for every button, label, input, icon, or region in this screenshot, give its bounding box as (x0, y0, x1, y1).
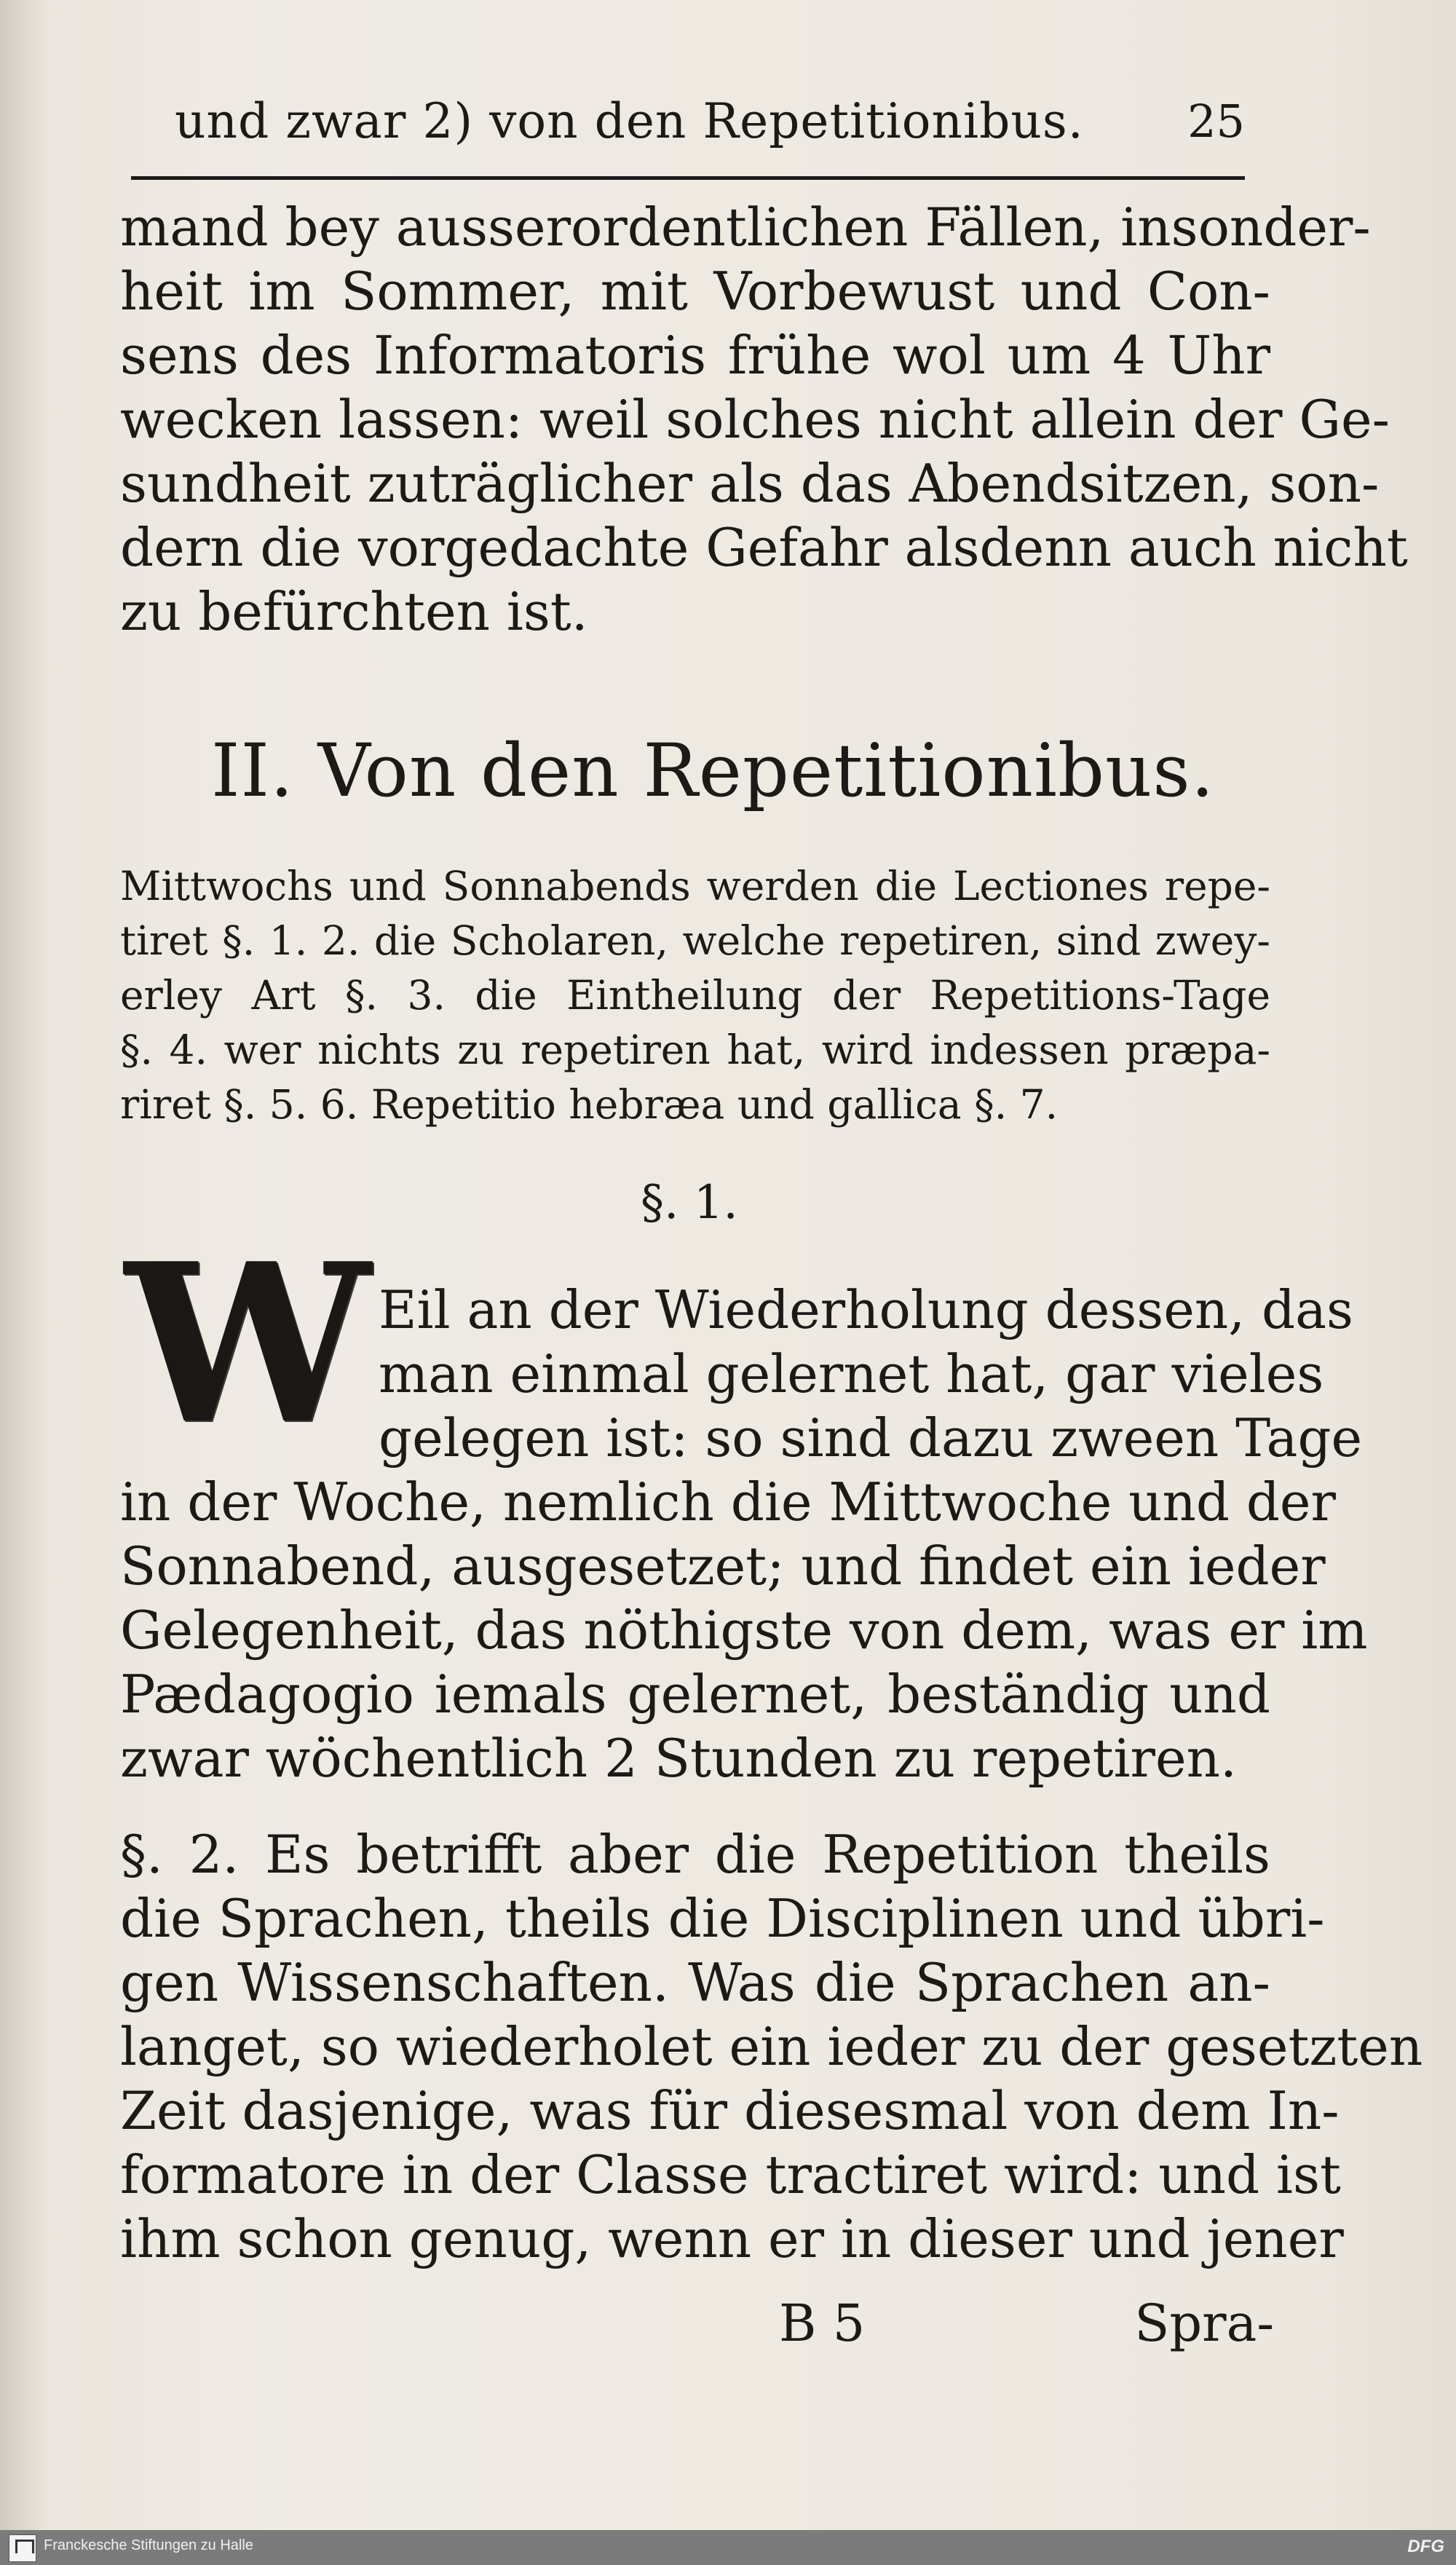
running-title: und zwar 2) von den Repetitionibus. (175, 93, 1084, 149)
summary-line: erley Art §. 3. die Eintheilung der Repetitions-Tage (120, 972, 1270, 1019)
institution-logo-icon (9, 2534, 36, 2562)
page-number: 25 (1187, 95, 1245, 148)
text-line: ihm schon genug, wenn er in dieser und jener (120, 2208, 1344, 2269)
summary-line: riret §. 5. 6. Repetitio hebræa und gallica §. 7. (120, 1081, 1059, 1128)
text-line: in der Woche, nemlich die Mittwoche und der (120, 1471, 1336, 1533)
text-line: wecken lassen: weil solches nicht allein der Ge- (120, 389, 1390, 450)
footer-bar (0, 2530, 1456, 2565)
text-line: gen Wissenschaften. Was die Sprachen an- (120, 1952, 1270, 2013)
text-line: formatore in der Classe tractiret wird: und ist (120, 2144, 1341, 2205)
text-line: sundheit zuträglicher als das Abendsitzen, son- (120, 453, 1380, 514)
top-paragraph (120, 195, 1408, 644)
text-line: sens des Informatoris frühe wol um 4 Uhr (120, 325, 1270, 386)
text-line: dern die vorgedachte Gefahr alsdenn auch nicht (120, 517, 1408, 578)
text-line: Eil an der Wiederholung dessen, das (379, 1279, 1353, 1340)
text-line: die Sprachen, theils die Disciplinen und übri- (120, 1888, 1325, 1949)
text-line: heit im Sommer, mit Vorbewust und Con- (120, 261, 1270, 322)
decorated-initial: W (124, 1214, 371, 1472)
text-line: Sonnabend, ausgesetzet; und findet ein ieder (120, 1536, 1326, 1597)
text-line: Pædagogio iemals gelernet, beständig und (120, 1664, 1270, 1725)
header-rule (131, 176, 1245, 180)
text-line: gelegen ist: so sind dazu zween Tage (379, 1407, 1363, 1469)
text-line: langet, so wiederholet ein ieder zu der gesetzten (120, 2016, 1423, 2077)
summary-line: tiret §. 1. 2. die Scholaren, welche repetiren, sind zwey- (120, 917, 1270, 964)
running-head (131, 87, 1245, 167)
catchword-line (779, 2293, 1274, 2366)
text-line: Gelegenheit, das nöthigste von dem, was er im (120, 1600, 1368, 1661)
text-line: zu befürchten ist. (120, 581, 588, 642)
signature-mark: B 5 (779, 2293, 866, 2353)
text-line: Zeit dasjenige, was für diesesmal von dem In- (120, 2080, 1340, 2141)
catchword: Spra- (1134, 2293, 1274, 2353)
text-line: mand bey ausserordentlichen Fällen, insonder- (120, 197, 1371, 258)
section-heading: II. Von den Repetitionibus. (211, 728, 1215, 813)
summary-line: §. 4. wer nichts zu repetiren hat, wird indessen præpa- (120, 1027, 1270, 1073)
text-line: §. 2. Es betrifft aber die Repetition theils (120, 1824, 1270, 1885)
institution-credit: Franckesche Stiftungen zu Halle (44, 2537, 253, 2553)
text-line: man einmal gelernet hat, gar vieles (379, 1343, 1324, 1404)
text-line: zwar wöchentlich 2 Stunden zu repetiren. (120, 1728, 1237, 1789)
paragraph-mark: §. 1. (641, 1176, 738, 1230)
second-paragraph (120, 1822, 1423, 2271)
funder-logo: DFG (1407, 2537, 1444, 2556)
section-summary (120, 859, 1270, 1132)
first-paragraph-indented (379, 1278, 1363, 1470)
summary-line: Mittwochs und Sonnabends werden die Lectiones repe- (120, 863, 1270, 909)
first-paragraph-rest (120, 1470, 1368, 1790)
